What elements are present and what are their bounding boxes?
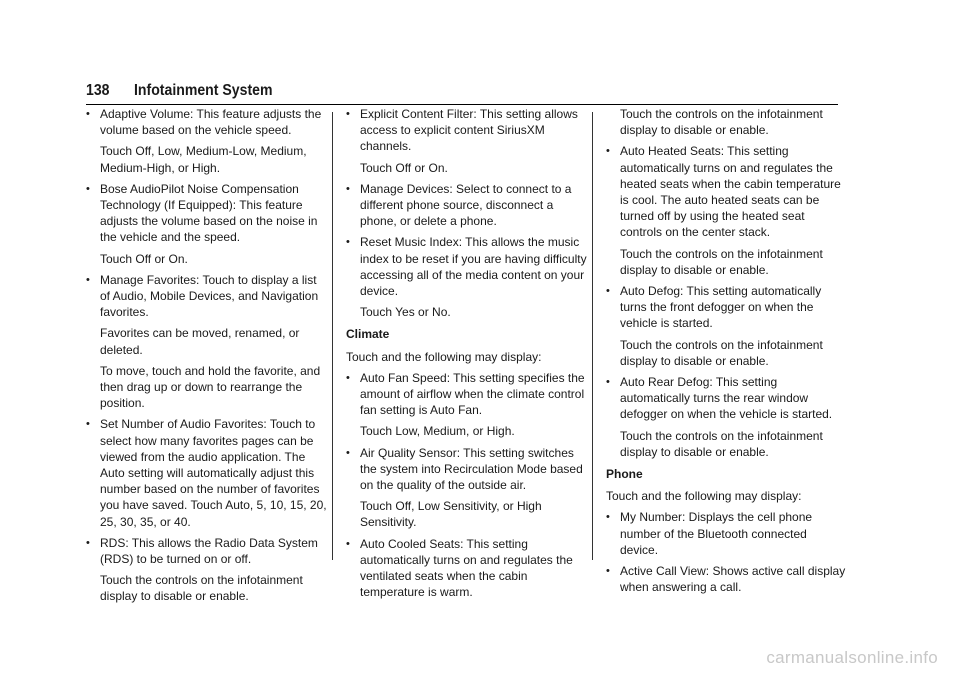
list-item [606,374,848,423]
column-1 [86,106,328,605]
column-2 [346,106,588,600]
item-note: Touch the controls on the infotainment display to disable or enable. [620,428,823,459]
header-rule [86,104,838,105]
bullet-icon: • [86,182,90,195]
item-text: Air Quality Sensor: This setting switches the system into Recirculation Mode based on the quality of the outside air. [360,445,583,493]
item-note: Touch Off, Low, Medium-Low, Medium, Medium-High, or High. [100,144,307,175]
bullet-icon: • [606,145,610,158]
list-item [346,181,588,230]
subsection-heading: Climate [346,327,390,342]
list-item [86,272,328,321]
item-note: Touch the controls on the infotainment display to disable or enable. [620,107,823,138]
intro-text: Touch and the following may display: [346,349,542,364]
item-text: Manage Favorites: Touch to display a list of Audio, Mobile Devices, and Navigation favorites. [100,272,319,320]
list-item [86,106,328,138]
item-note: Touch the controls on the infotainment display to disable or enable. [100,573,303,604]
list-item [346,445,588,494]
bullet-icon: • [346,108,350,120]
bullet-icon: • [346,537,350,550]
list-item [606,283,848,332]
bullet-icon: • [346,182,350,195]
item-note: Favorites can be moved, renamed, or deleted. [100,326,300,357]
item-text: Auto Cooled Seats: This setting automatically turns on and regulates the ventilated seats when the cabin temperature is warm. [360,536,573,600]
page-number: 138 [86,82,110,99]
item-text: Explicit Content Filter: This setting allows access to explicit content SiriusXM channels. [360,107,578,154]
subsection-heading: Phone [606,467,643,482]
column-divider [592,112,593,560]
bullet-icon: • [86,273,90,286]
item-note: To move, touch and hold the favorite, and then drag up or down to rearrange the position. [100,363,321,411]
intro-text: Touch and the following may display: [606,489,802,504]
item-text: Auto Rear Defog: This setting automatically turns the rear window defogger on when the vehicle is started. [620,375,833,422]
bullet-icon: • [606,511,610,524]
item-text: Bose AudioPilot Noise Compensation Technology (If Equipped): This feature adjusts the volume based on the noise in the vehicle and the speed. [100,181,318,245]
watermark: carmanualsonline.info [766,648,938,667]
bullet-icon: • [346,371,350,384]
column-3 [606,106,848,595]
item-note: Touch Off, Low Sensitivity, or High Sensitivity. [360,499,542,530]
bullet-icon: • [606,565,610,578]
item-note: Touch Off or On. [100,251,188,266]
list-item [86,535,328,567]
item-note: Touch the controls on the infotainment display to disable or enable. [620,337,823,368]
item-note: Touch Low, Medium, or High. [360,424,515,439]
bullet-icon: • [606,285,610,298]
item-text: Auto Heated Seats: This setting automatically turns on and regulates the heated seats when the cabin temperature is cool. The auto heated seats can be turned off by using the heated seat controls on the center stack. [620,144,841,240]
page-header [86,80,838,106]
list-item [346,370,588,419]
item-text: Active Call View: Shows active call display when answering a call. [620,564,846,595]
bullet-icon: • [606,376,610,389]
column-divider [332,112,333,560]
list-item [86,416,328,529]
item-text: My Number: Displays the cell phone number of the Bluetooth connected device. [620,510,813,557]
section-title: Infotainment System [134,82,273,99]
item-text: Auto Fan Speed: This setting specifies the amount of airflow when the climate control fan setting is Auto Fan. [360,370,585,418]
list-item [346,536,588,601]
item-note: Touch the controls on the infotainment display to disable or enable. [620,246,823,277]
list-item [346,106,588,155]
item-text: Adaptive Volume: This feature adjusts the volume based on the vehicle speed. [100,107,322,138]
list-item [86,181,328,246]
list-item [606,563,848,595]
list-item [606,509,848,558]
item-text: Manage Devices: Select to connect to a different phone source, disconnect a phone, or delete a phone. [360,181,572,229]
item-text: Set Number of Audio Favorites: Touch to select how many favorites pages can be viewed from the audio application. The Auto setting will automatically adjust this number based on the number of favorites you have saved. Touch Auto, 5, 10, 15, 20, 25, 30, 35, or 40. [100,417,327,529]
list-item [606,143,848,240]
bullet-icon: • [346,446,350,459]
item-text: Auto Defog: This setting automatically turns the front defogger on when the vehicle is started. [620,284,822,331]
list-item [346,234,588,299]
item-note: Touch Off or On. [360,160,448,175]
bullet-icon: • [346,236,350,249]
bullet-icon: • [86,418,90,431]
item-note: Touch Yes or No. [360,305,451,320]
bullet-icon: • [86,108,90,120]
item-text: RDS: This allows the Radio Data System (RDS) to be turned on or off. [100,535,318,567]
item-text: Reset Music Index: This allows the music index to be reset if you are having difficulty accessing all of the media content on your device. [360,235,587,299]
bullet-icon: • [86,536,90,549]
